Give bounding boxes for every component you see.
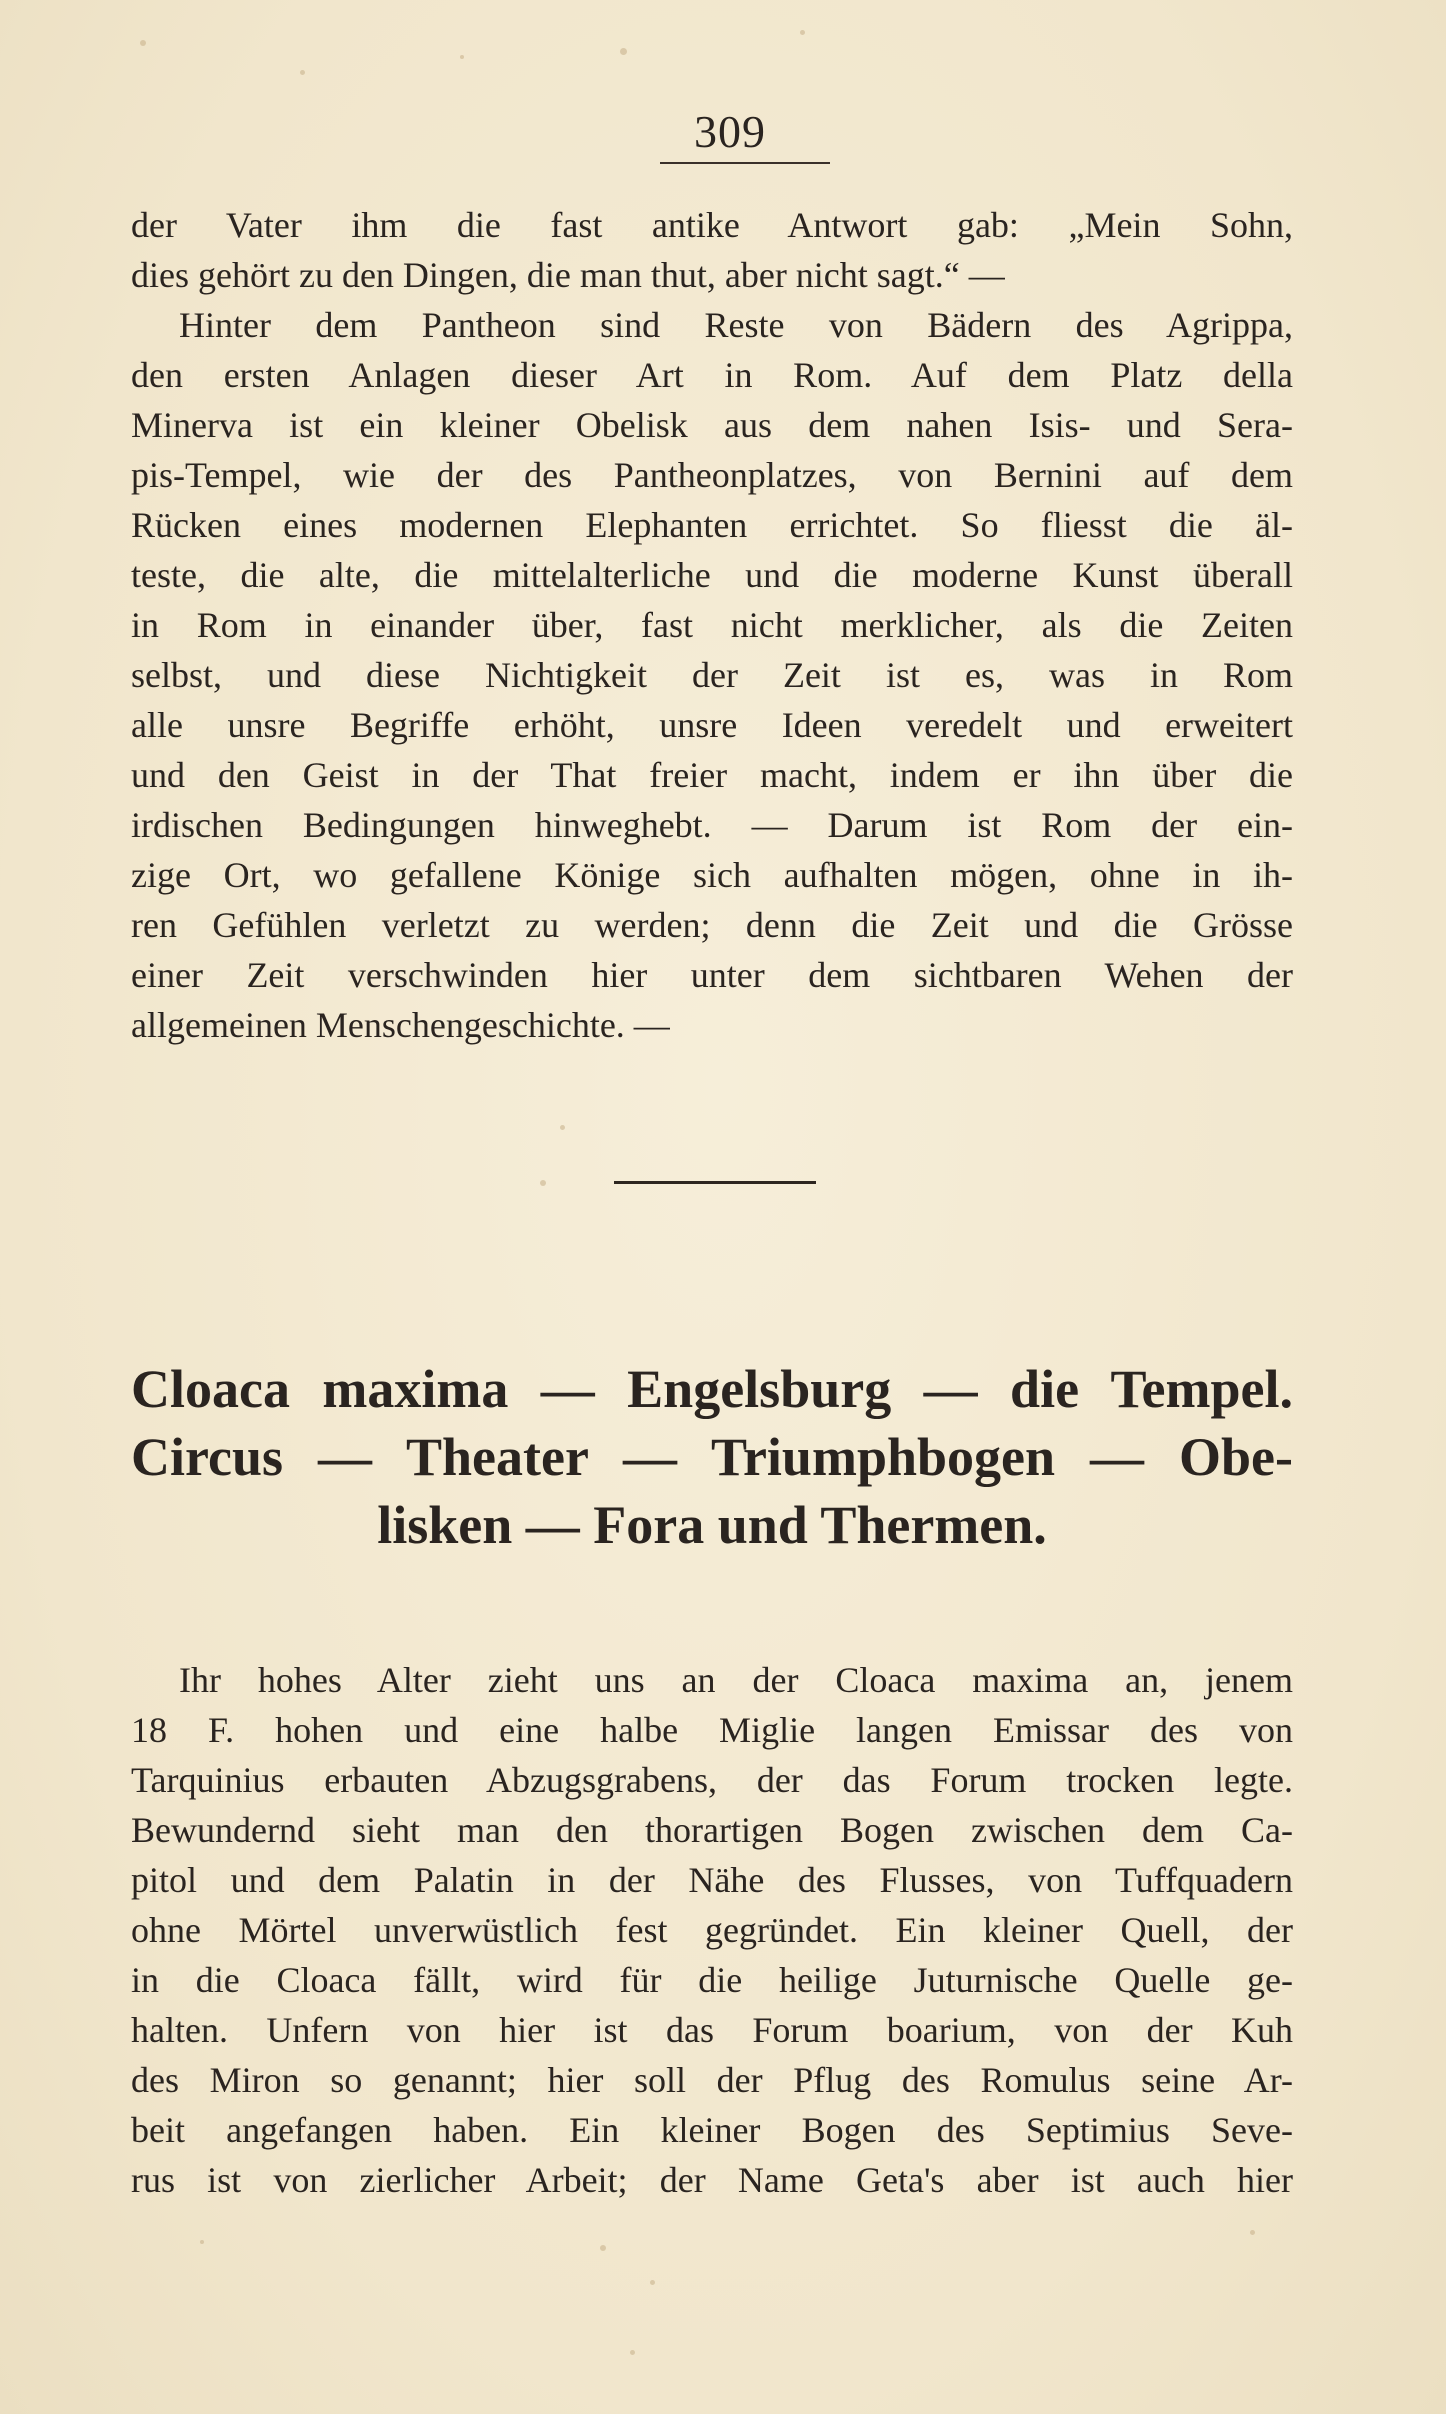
text-line: in Rom in einander über, fast nicht merklicher, als die Zeiten [131,605,1293,645]
paper-speck [200,2240,204,2244]
text-line: der Vater ihm die fast antike Antwort gab: „Mein Sohn, [131,205,1293,245]
text-line: einer Zeit verschwinden hier unter dem sichtbaren Wehen der [131,955,1293,995]
heading-line: Circus — Theater — Triumphbogen — Obe- [131,1427,1293,1487]
paper-speck [600,2245,606,2251]
paper-speck [800,30,805,35]
text-line: ohne Mörtel unverwüstlich fest gegründet. Ein kleiner Quell, der [131,1910,1293,1950]
text-line: den ersten Anlagen dieser Art in Rom. Auf dem Platz della [131,355,1293,395]
text-line: pis-Tempel, wie der des Pantheonplatzes, von Bernini auf dem [131,455,1293,495]
paper-speck [1250,2230,1255,2235]
paper-speck [460,55,464,59]
section-divider [614,1181,816,1184]
chapter-heading [131,1355,1293,1559]
text-line: dies gehört zu den Dingen, die man thut, aber nicht sagt.“ — [131,255,1005,295]
paper-speck [300,70,305,75]
heading-line: Cloaca maxima — Engelsburg — die Tempel. [131,1359,1293,1419]
paper-speck [650,2280,655,2285]
text-line: des Miron so genannt; hier soll der Pflug des Romulus seine Ar- [131,2060,1293,2100]
text-line: teste, die alte, die mittelalterliche und die moderne Kunst überall [131,555,1293,595]
text-line: halten. Unfern von hier ist das Forum boarium, von der Kuh [131,2010,1293,2050]
text-line: ren Gefühlen verletzt zu werden; denn die Zeit und die Grösse [131,905,1293,945]
paper-speck [560,1125,565,1130]
bottom-paragraph [131,1655,1293,2205]
paper-speck [630,2350,635,2355]
text-line: alle unsre Begriffe erhöht, unsre Ideen veredelt und erweitert [131,705,1293,745]
paper-speck [540,1180,546,1186]
text-line: Bewundernd sieht man den thorartigen Bogen zwischen dem Ca- [131,1810,1293,1850]
text-line: Minerva ist ein kleiner Obelisk aus dem nahen Isis- und Sera- [131,405,1293,445]
text-line: selbst, und diese Nichtigkeit der Zeit ist es, was in Rom [131,655,1293,695]
text-line: Rücken eines modernen Elephanten errichtet. So fliesst die äl- [131,505,1293,545]
page-number-underline [660,162,830,164]
paper-speck [140,40,146,46]
text-line: allgemeinen Menschengeschichte. — [131,1005,670,1045]
text-line: Tarquinius erbauten Abzugsgrabens, der das Forum trocken legte. [131,1760,1293,1800]
page-number: 309 [694,106,766,157]
text-line: irdischen Bedingungen hinweghebt. — Darum ist Rom der ein- [131,805,1293,845]
top-paragraph [131,200,1293,1050]
paper-speck [620,48,627,55]
heading-line: lisken — Fora und Thermen. [377,1495,1047,1555]
text-line: zige Ort, wo gefallene Könige sich aufhalten mögen, ohne in ih- [131,855,1293,895]
text-line: in die Cloaca fällt, wird für die heilige Juturnische Quelle ge- [131,1960,1293,2000]
text-line: Ihr hohes Alter zieht uns an der Cloaca maxima an, jenem [179,1660,1293,1700]
text-line: Hinter dem Pantheon sind Reste von Bädern des Agrippa, [179,305,1293,345]
text-line: beit angefangen haben. Ein kleiner Bogen des Septimius Seve- [131,2110,1293,2150]
text-line: pitol und dem Palatin in der Nähe des Flusses, von Tuffquadern [131,1860,1293,1900]
text-line: rus ist von zierlicher Arbeit; der Name Geta's aber ist auch hier [131,2160,1293,2200]
text-line: 18 F. hohen und eine halbe Miglie langen Emissar des von [131,1710,1293,1750]
text-line: und den Geist in der That freier macht, indem er ihn über die [131,755,1293,795]
